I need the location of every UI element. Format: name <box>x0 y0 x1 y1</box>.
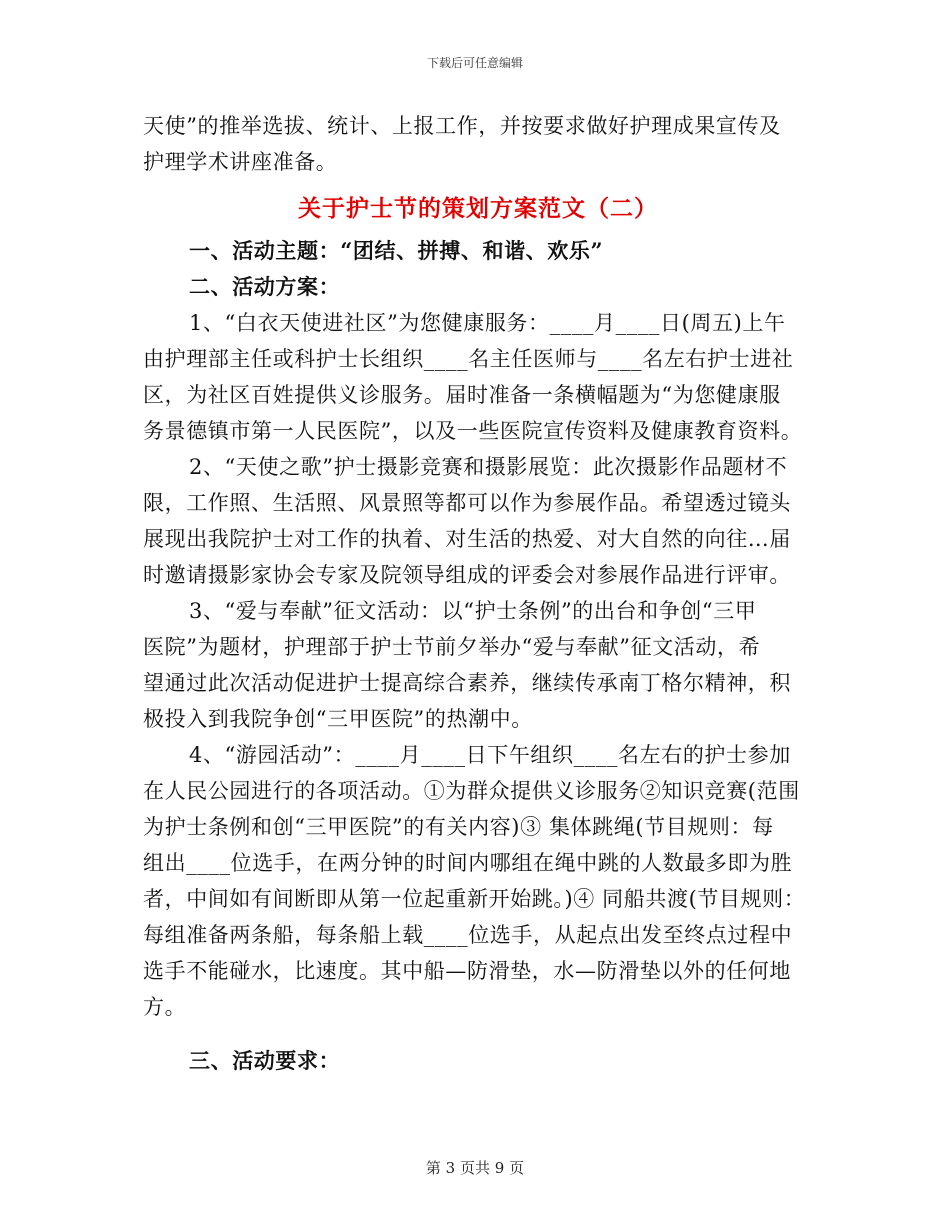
item3-line-2: 医院”为题材，护理部于护士节前夕举办“爱与奉献”征文活动，希 <box>143 635 761 659</box>
plan-item-3 <box>143 593 813 737</box>
item4-line-2: 在人民公园进行的各项活动。①为群众提供义诊服务②知识竞赛(范围 <box>143 779 800 803</box>
item4-line-5: 者，中间如有间断即从第一位起重新开始跳。)④ 同船共渡(节目规则： <box>143 887 806 911</box>
plan-item-2 <box>143 449 813 593</box>
item4-line-8: 方。 <box>143 995 187 1019</box>
section-heading-theme: 一、活动主题：“团结、拼搏、和谐、欢乐” <box>189 238 604 263</box>
item3-line-4: 极投入到我院争创“三甲医院”的热潮中。 <box>143 707 533 731</box>
item1-line-2: 由护理部主任或科护士长组织____名主任医师与____名左右护士进社 <box>143 347 794 371</box>
section-heading-requirements: 三、活动要求： <box>189 1048 341 1073</box>
document-title: 关于护士节的策划方案范文（二） <box>298 195 658 222</box>
item4-line-4: 组出____位选手，在两分钟的时间内哪组在绳中跳的人数最多即为胜 <box>143 851 793 875</box>
plan-item-4 <box>143 737 813 1025</box>
intro-line-1: 天使”的推举选拔、统计、上报工作，并按要求做好护理成果宣传及 <box>143 114 781 138</box>
item1-line-3: 区，为社区百姓提供义诊服务。届时准备一条横幅题为“为您健康服 <box>143 383 781 407</box>
item2-line-1: 2、“天使之歌”护士摄影竞赛和摄影展览：此次摄影作品题材不 <box>189 455 788 479</box>
item3-line-1: 3、“爱与奉献”征文活动：以“护士条例”的出台和争创“三甲 <box>189 599 757 623</box>
plan-item-1 <box>143 305 813 449</box>
item1-line-4: 务景德镇市第一人民医院”，以及一些医院宣传资料及健康教育资料。 <box>143 419 803 443</box>
section-heading-plan: 二、活动方案： <box>189 274 341 299</box>
spacer <box>143 1025 813 1043</box>
item2-line-3: 展现出我院护士对工作的执着、对生活的热爱、对大自然的向往…届 <box>143 527 791 551</box>
item2-line-2: 限，工作照、生活照、风景照等都可以作为参展作品。希望透过镜头 <box>143 491 791 515</box>
document-body <box>143 108 813 1079</box>
page-header: 下载后可任意编辑 <box>426 56 523 70</box>
item1-line-1: 1、“白衣天使进社区”为您健康服务：____月____日(周五)上午 <box>189 311 786 335</box>
item4-line-3: 为护士条例和创“三甲医院”的有关内容)③ 集体跳绳(节目规则：每 <box>143 815 774 839</box>
item4-line-6: 每组准备两条船，每条船上载____位选手，从起点出发至终点过程中 <box>143 923 793 947</box>
item3-line-3: 望通过此次活动促进护士提高综合素养，继续传承南丁格尔精神，积 <box>143 671 791 695</box>
page-footer: 第 3 页共 9 页 <box>425 1159 525 1177</box>
item4-line-7: 选手不能碰水，比速度。其中船—防滑垫，水—防滑垫以外的任何地 <box>143 959 791 983</box>
item2-line-4: 时邀请摄影家协会专家及院领导组成的评委会对参展作品进行评审。 <box>143 563 791 587</box>
intro-line-2: 护理学术讲座准备。 <box>143 150 338 174</box>
item4-line-1: 4、“游园活动”：____月____日下午组织____名左右的护士参加 <box>189 743 791 767</box>
